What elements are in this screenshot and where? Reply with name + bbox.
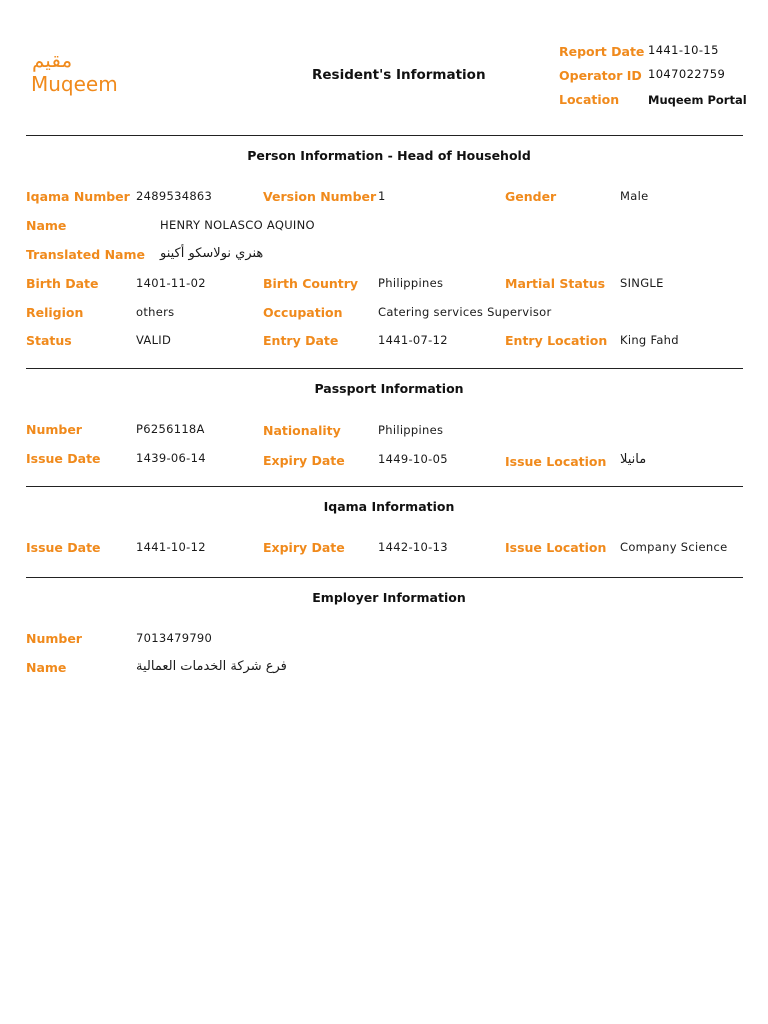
- operator-id-label: Operator ID: [559, 68, 642, 83]
- status-value: VALID: [136, 333, 172, 347]
- birth-date-value: 1401-11-02: [136, 276, 206, 290]
- location-value: Muqeem Portal: [648, 93, 747, 107]
- iqama-issue-location-value: Company Science: [620, 540, 728, 554]
- marital-status-value: SINGLE: [620, 276, 664, 290]
- marital-status-label: Martial Status: [505, 276, 606, 291]
- divider: [26, 577, 743, 578]
- gender-label: Gender: [505, 189, 557, 204]
- name-label: Name: [26, 218, 67, 233]
- iqama-issue-date-value: 1441-10-12: [136, 540, 206, 554]
- occupation-value: Catering services Supervisor: [378, 305, 552, 319]
- nationality-label: Nationality: [263, 423, 341, 438]
- passport-issue-location-value: مانيلا: [620, 452, 647, 467]
- logo-english: Muqeem: [31, 72, 118, 96]
- employer-number-label: Number: [26, 631, 82, 646]
- entry-date-label: Entry Date: [263, 333, 339, 348]
- passport-number-value: P6256118A: [136, 422, 205, 436]
- occupation-label: Occupation: [263, 305, 343, 320]
- employer-name-value: فرع شركة الخدمات العمالية: [136, 659, 287, 674]
- section-title-employer: Employer Information: [312, 590, 466, 605]
- passport-issue-date-value: 1439-06-14: [136, 451, 206, 465]
- birth-date-label: Birth Date: [26, 276, 99, 291]
- birth-country-value: Philippines: [378, 276, 444, 290]
- employer-number-value: 7013479790: [136, 631, 213, 645]
- gender-value: Male: [620, 189, 649, 203]
- iqama-expiry-date-label: Expiry Date: [263, 540, 345, 555]
- report-date-label: Report Date: [559, 44, 645, 59]
- location-label: Location: [559, 92, 620, 107]
- operator-id-value: 1047022759: [648, 67, 726, 81]
- page-title: Resident's Information: [312, 67, 486, 83]
- section-title-passport: Passport Information: [314, 381, 464, 396]
- logo-arabic: مقيم: [32, 48, 73, 72]
- birth-country-label: Birth Country: [263, 276, 359, 291]
- version-number-label: Version Number: [263, 189, 377, 204]
- iqama-issue-date-label: Issue Date: [26, 540, 101, 555]
- section-title-person: Person Information - Head of Household: [247, 148, 531, 163]
- religion-label: Religion: [26, 305, 84, 320]
- name-value: HENRY NOLASCO AQUINO: [160, 218, 315, 232]
- nationality-value: Philippines: [378, 423, 444, 437]
- section-title-iqama: Iqama Information: [323, 499, 455, 514]
- passport-number-label: Number: [26, 422, 82, 437]
- passport-issue-location-label: Issue Location: [505, 454, 607, 469]
- report-date-value: 1441-10-15: [648, 43, 719, 57]
- passport-issue-date-label: Issue Date: [26, 451, 101, 466]
- religion-value: others: [136, 305, 175, 319]
- translated-name-value: هنري نولاسكو أكينو: [160, 246, 264, 261]
- iqama-number-value: 2489534863: [136, 189, 213, 203]
- iqama-number-label: Iqama Number: [26, 189, 130, 204]
- entry-location-label: Entry Location: [505, 333, 608, 348]
- iqama-issue-location-label: Issue Location: [505, 540, 607, 555]
- entry-location-value: King Fahd: [620, 333, 679, 347]
- version-number-value: 1: [378, 189, 386, 203]
- divider: [26, 368, 743, 369]
- divider: [26, 486, 743, 487]
- divider: [26, 135, 743, 136]
- iqama-expiry-date-value: 1442-10-13: [378, 540, 448, 554]
- entry-date-value: 1441-07-12: [378, 333, 448, 347]
- passport-expiry-date-label: Expiry Date: [263, 453, 345, 468]
- passport-expiry-date-value: 1449-10-05: [378, 452, 448, 466]
- employer-name-label: Name: [26, 660, 67, 675]
- status-label: Status: [26, 333, 72, 348]
- translated-name-label: Translated Name: [26, 247, 145, 262]
